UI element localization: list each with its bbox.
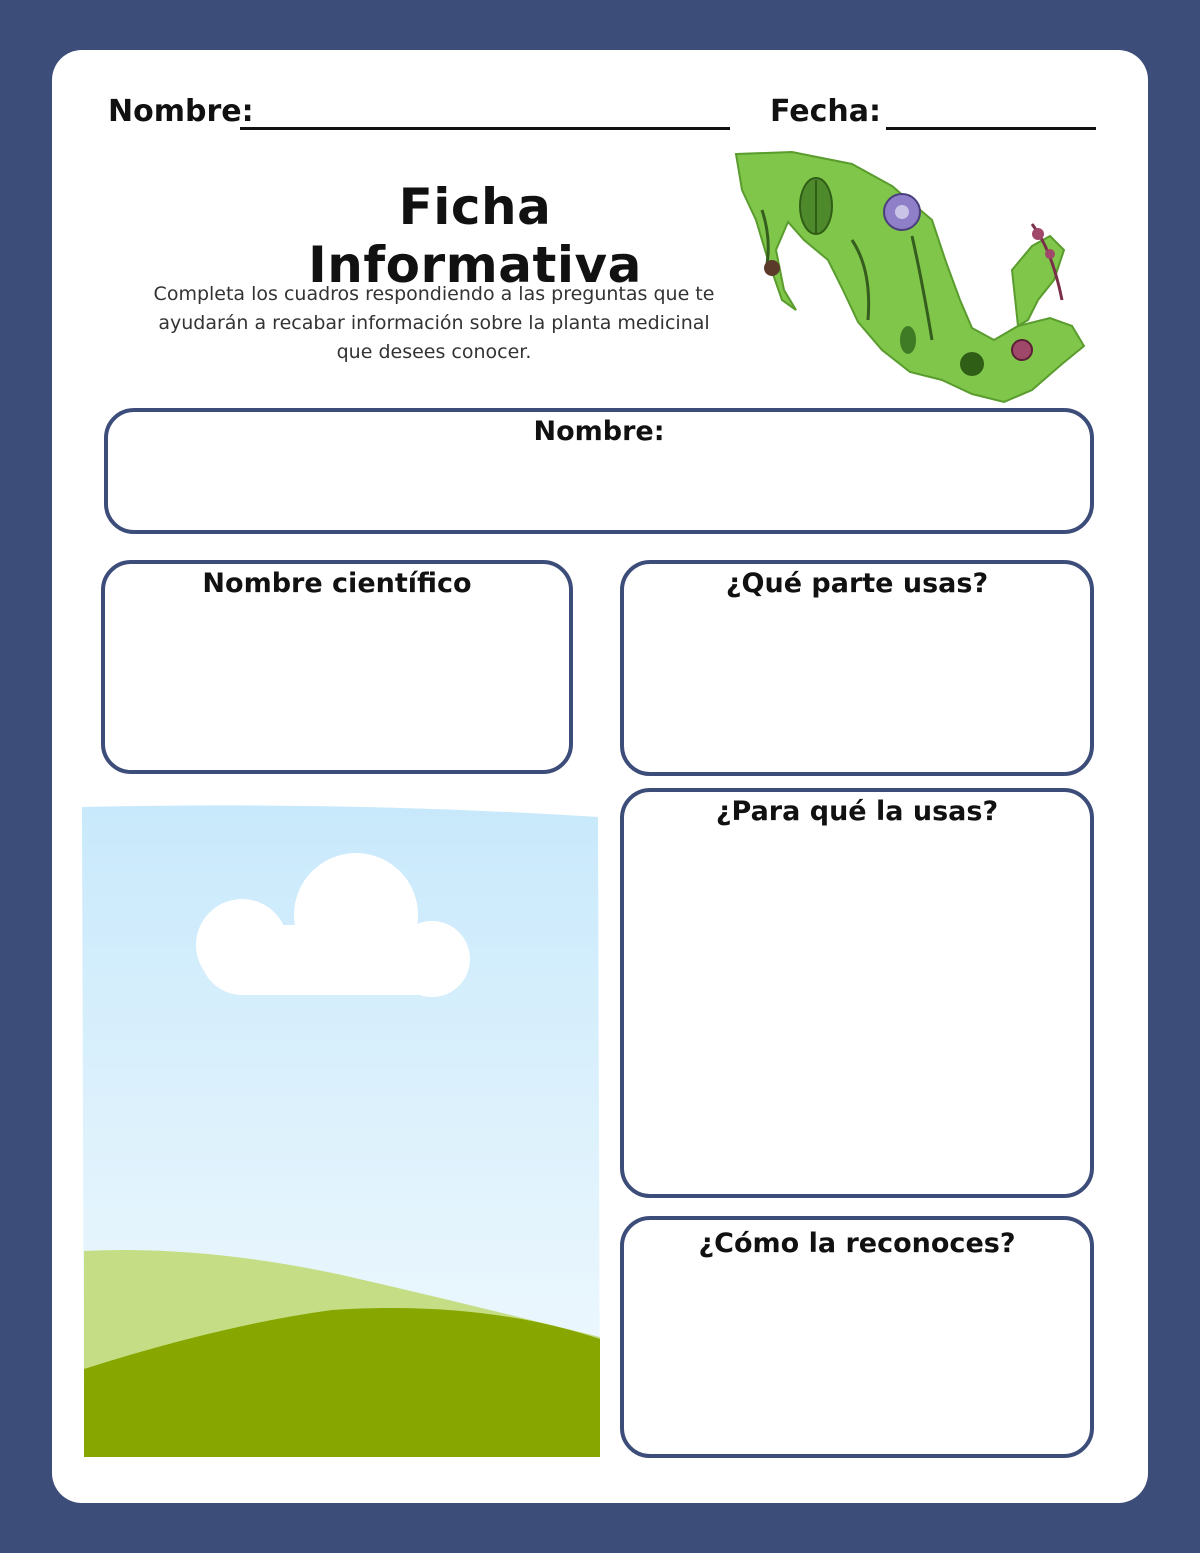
landscape-drawing-area[interactable] bbox=[82, 805, 602, 1457]
header-name-label: Nombre: bbox=[108, 94, 254, 129]
header-date-line[interactable] bbox=[886, 127, 1096, 130]
name-box-title: Nombre: bbox=[533, 416, 665, 447]
scientific-name-box-title: Nombre científico bbox=[202, 568, 472, 599]
intro-line-1: Completa los cuadros respondiendo a las preguntas que te bbox=[153, 283, 715, 305]
name-box[interactable] bbox=[104, 408, 1094, 534]
header-date-label: Fecha: bbox=[770, 94, 882, 129]
intro-line-2: ayudarán a recabar información sobre la planta medicinal bbox=[158, 312, 710, 334]
purpose-box[interactable] bbox=[620, 788, 1094, 1198]
purpose-box-title: ¿Para qué la usas? bbox=[715, 796, 999, 827]
recognition-box-title: ¿Cómo la reconoces? bbox=[698, 1228, 1016, 1259]
part-used-box[interactable] bbox=[620, 560, 1094, 776]
part-used-box-title: ¿Qué parte usas? bbox=[725, 568, 989, 599]
landscape-icon bbox=[82, 805, 602, 1457]
intro-text bbox=[128, 280, 740, 367]
scientific-name-box[interactable] bbox=[101, 560, 573, 774]
recognition-box[interactable] bbox=[620, 1216, 1094, 1458]
page-title: Ficha Informativa bbox=[308, 178, 642, 294]
intro-line-3: que desees conocer. bbox=[336, 341, 532, 363]
header-name-line[interactable] bbox=[240, 127, 730, 130]
mexico-map-icon bbox=[732, 150, 1092, 410]
